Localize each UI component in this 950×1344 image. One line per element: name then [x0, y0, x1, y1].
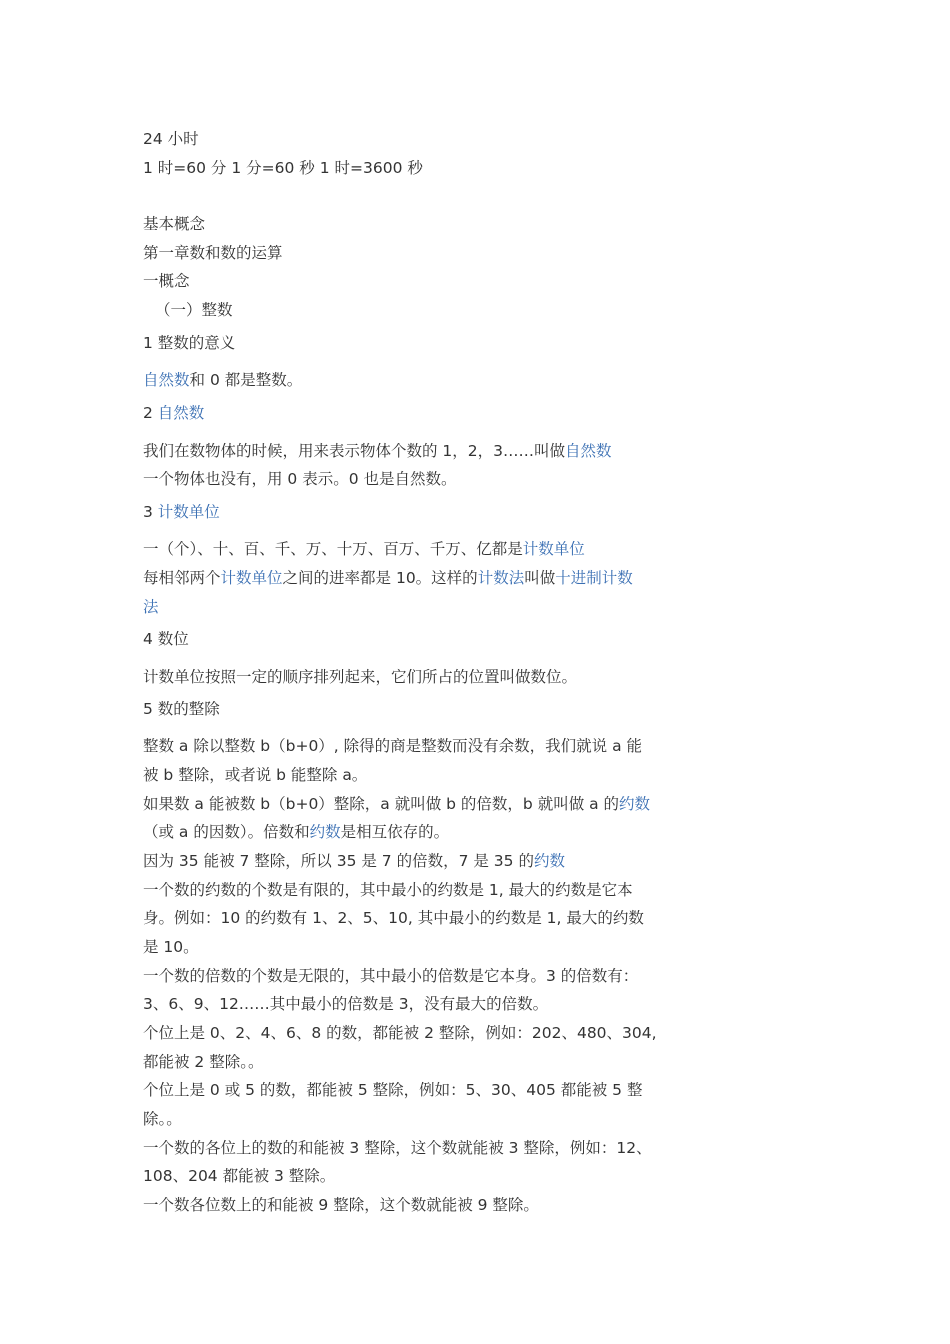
divisibility-line-12: 都能被 2 整除。。 — [143, 1053, 264, 1071]
heading-counting-unit: 3 计数单位 — [143, 503, 220, 521]
decimal-counting-link[interactable]: 十进制计数 — [555, 569, 633, 587]
divisibility-line-14: 除。。 — [143, 1110, 182, 1128]
divisibility-line-3: 如果数 a 能被数 b（b+0）整除，a 就叫做 b 的倍数，b 就叫做 a 的约数 — [143, 795, 651, 813]
natural-number-def-link[interactable]: 自然数 — [565, 442, 612, 460]
subsection-title: （一）整数 — [155, 301, 233, 319]
divisibility-line-8: 是 10。 — [143, 938, 199, 956]
divisibility-line-6: 一个数的约数的个数是有限的，其中最小的约数是 1, 最大的约数是它本 — [143, 881, 633, 899]
divisibility-line-15: 一个数的各位上的数的和能被 3 整除，这个数就能被 3 整除，例如：12、 — [143, 1139, 652, 1157]
paragraph-decimal-system: 每相邻两个计数单位之间的进率都是 10。这样的计数法叫做十进制计数 — [143, 569, 633, 587]
paragraph-units: 一（个）、十、百、千、万、十万、百万、千万、亿都是计数单位 — [143, 540, 585, 558]
time-conversions: 1 时=60 分 1 分=60 秒 1 时=3600 秒 — [143, 159, 423, 177]
paragraph-zero: 一个物体也没有，用 0 表示。0 也是自然数。 — [143, 470, 457, 488]
heading-integer-meaning: 1 整数的意义 — [143, 334, 236, 352]
divisibility-line-4: （或 a 的因数）。倍数和约数是相互依存的。 — [143, 823, 450, 841]
divisibility-line-10: 3、6、9、12……其中最小的倍数是 3，没有最大的倍数。 — [143, 995, 549, 1013]
counting-unit-heading-link[interactable]: 计数单位 — [157, 503, 220, 521]
divisibility-line-1: 整数 a 除以整数 b（b+0）, 除得的商是整数而没有余数，我们就说 a 能 — [143, 737, 643, 755]
natural-number-heading-link[interactable]: 自然数 — [157, 404, 205, 422]
section-title: 一概念 — [143, 272, 190, 290]
paragraph-integers: 自然数和 0 都是整数。 — [143, 371, 303, 389]
divisibility-line-13: 个位上是 0 或 5 的数，都能被 5 整除，例如：5、30、405 都能被 5 整 — [143, 1081, 643, 1099]
heading-basic-concepts: 基本概念 — [143, 215, 206, 233]
divisor-link-2[interactable]: 约数 — [309, 823, 341, 841]
counting-method-link[interactable]: 计数法 — [477, 569, 525, 587]
decimal-counting-link-cont[interactable]: 法 — [143, 598, 159, 616]
divisibility-line-2: 被 b 整除，或者说 b 能整除 a。 — [143, 766, 368, 784]
heading-natural-numbers: 2 自然数 — [143, 404, 205, 422]
natural-number-link[interactable]: 自然数 — [143, 371, 190, 389]
paragraph-natural-def: 我们在数物体的时候，用来表示物体个数的 1，2，3……叫做自然数 — [143, 442, 612, 460]
counting-unit-link[interactable]: 计数单位 — [522, 540, 585, 558]
heading-digit-place: 4 数位 — [143, 630, 189, 648]
divisibility-line-7: 身。例如：10 的约数有 1、2、5、10, 其中最小的约数是 1, 最大的约数 — [143, 909, 644, 927]
divisor-link-3[interactable]: 约数 — [533, 852, 565, 870]
heading-divisibility: 5 数的整除 — [143, 700, 220, 718]
divisibility-line-11: 个位上是 0、2、4、6、8 的数，都能被 2 整除，例如：202、480、304, — [143, 1024, 657, 1042]
paragraph-digit-place: 计数单位按照一定的顺序排列起来，它们所占的位置叫做数位。 — [143, 668, 578, 686]
divisibility-line-9: 一个数的倍数的个数是无限的，其中最小的倍数是它本身。3 的倍数有： — [143, 967, 639, 985]
chapter-title: 第一章数和数的运算 — [143, 244, 283, 262]
divisibility-line-17: 一个数各位数上的和能被 9 整除，这个数就能被 9 整除。 — [143, 1196, 539, 1214]
divisibility-line-16: 108、204 都能被 3 整除。 — [143, 1167, 336, 1185]
divisibility-line-5: 因为 35 能被 7 整除，所以 35 是 7 的倍数，7 是 35 的约数 — [143, 852, 565, 870]
divisor-link[interactable]: 约数 — [619, 795, 651, 813]
counting-unit-link-2[interactable]: 计数单位 — [220, 569, 283, 587]
time-hours: 24 小时 — [143, 130, 199, 148]
